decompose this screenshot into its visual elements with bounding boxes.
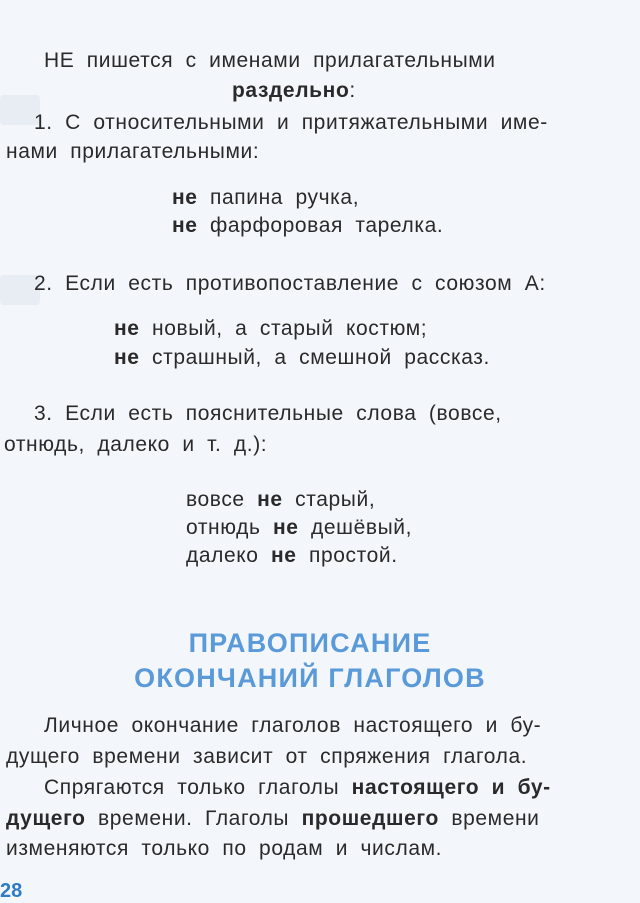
page-number: 28 — [0, 880, 23, 902]
emphasis: настоящего и бу- — [351, 776, 551, 799]
emphasis: дущего — [6, 807, 86, 830]
paragraph2-line3: изменяются только по родам и числам. — [6, 837, 443, 860]
point2-example: не новый, а старый костюм; — [114, 317, 428, 340]
paragraph1-line1: Личное окончание глаголов настоящего и бу- — [44, 714, 542, 737]
point3-line1: 3. Если есть пояснительные слова (вовсе, — [34, 402, 502, 425]
point1-line1: 1. С относительными и притяжательными име- — [34, 111, 548, 134]
ne-particle: не — [114, 346, 140, 369]
rule-intro-line1: НЕ пишется с именами прилагательными — [44, 49, 496, 72]
point3-example: вовсе не старый, — [186, 488, 376, 511]
paragraph2-line2: дущего времени. Глаголы прошедшего времени — [6, 807, 540, 830]
section-heading-line1: ПРАВОПИСАНИЕ — [188, 628, 432, 658]
rule-intro-line2: раздельно: — [232, 79, 356, 102]
emphasis: прошедшего — [301, 807, 439, 830]
paragraph1-line2: дущего времени зависит от спряжения глагола. — [6, 745, 528, 768]
rule-keyword: раздельно — [232, 79, 350, 102]
point2-example: не страшный, а смешной рассказ. — [114, 346, 490, 369]
ne-particle: не — [272, 516, 299, 539]
point3-example: далеко не простой. — [186, 544, 398, 567]
ne-particle: не — [172, 214, 198, 237]
ne-particle: не — [271, 544, 297, 567]
ne-particle: не — [114, 317, 140, 340]
point3-example: отнюдь не дешёвый, — [186, 516, 413, 539]
ne-particle: не — [172, 186, 198, 209]
paragraph2-line1: Спрягаются только глаголы настоящего и бу- — [44, 776, 551, 799]
ne-particle: не — [257, 488, 283, 511]
point1-example: не фарфоровая тарелка. — [172, 214, 444, 237]
section-heading-line2: ОКОНЧАНИЙ ГЛАГОЛОВ — [134, 663, 486, 693]
point1-example: не папина ручка, — [172, 186, 360, 209]
point3-line2: отнюдь, далеко и т. д.): — [4, 433, 268, 456]
point1-line2: нами прилагательными: — [6, 140, 260, 163]
point2-line1: 2. Если есть противопоставление с союзом А: — [34, 272, 546, 295]
